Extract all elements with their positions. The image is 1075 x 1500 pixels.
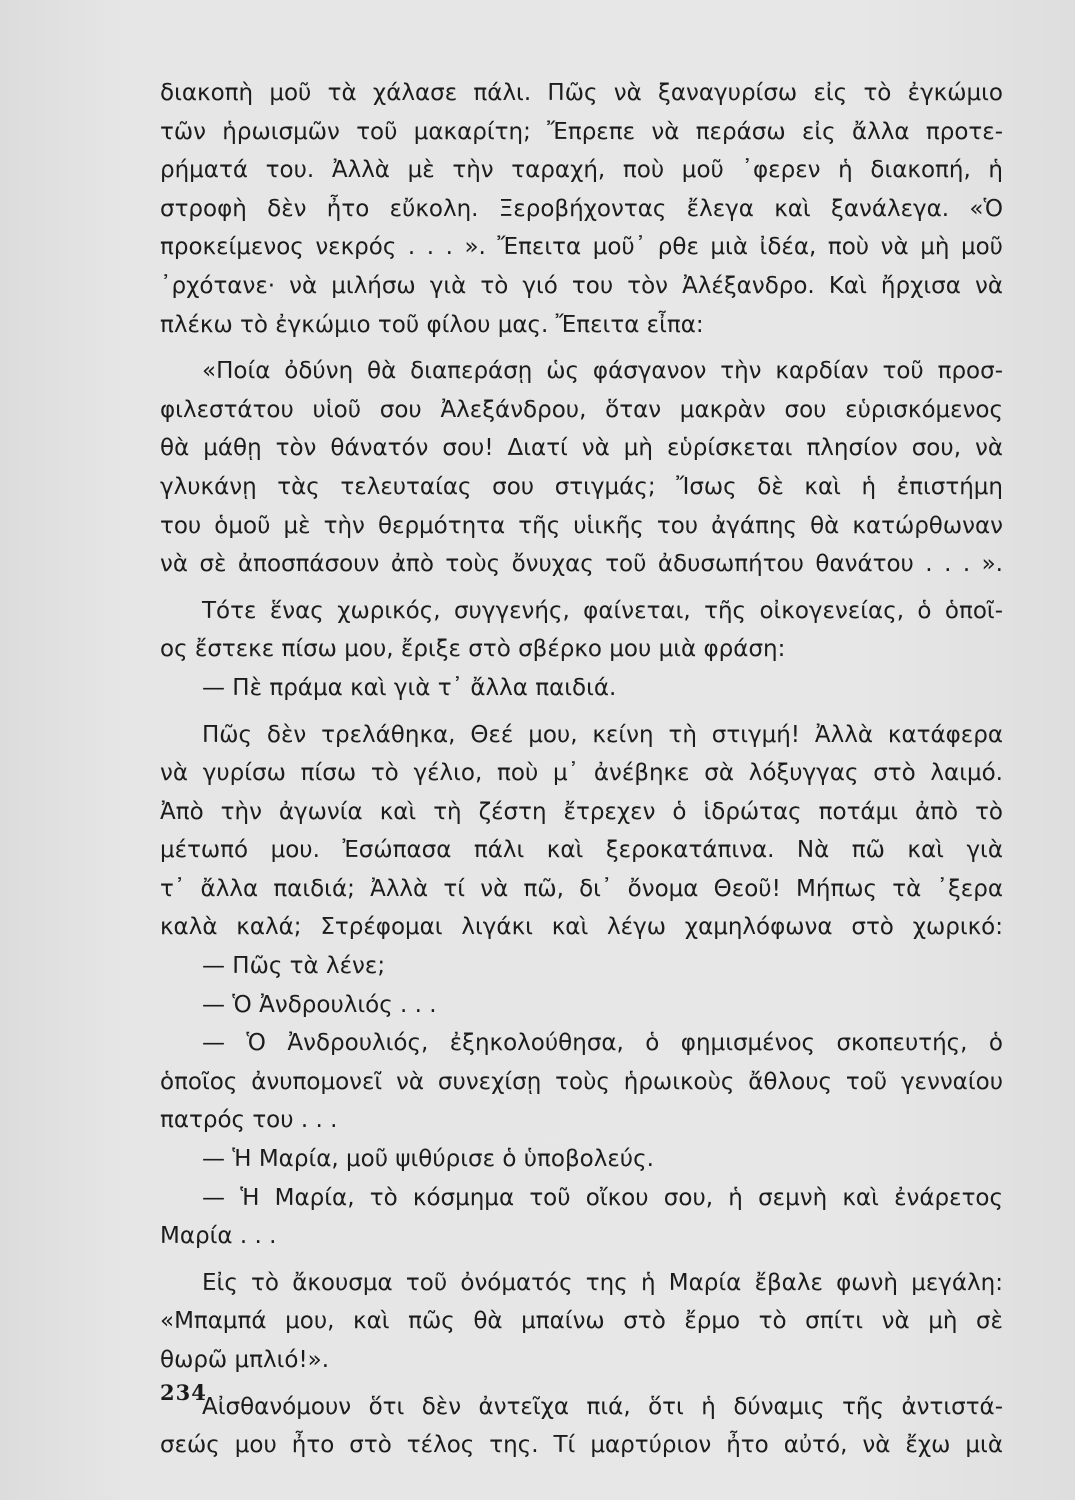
text-line: στροφὴ δὲν ἦτο εὔκολη. Ξεροβήχοντας ἔλεγα καὶ ξανάλεγα. «Ὁ — [160, 195, 1003, 222]
text-line: — Ἡ Μαρία, τὸ κόσμημα τοῦ οἴκου σου, ἡ σεμνὴ καὶ ἐνάρετος — [202, 1184, 1003, 1211]
text-line: πατρός του . . . — [160, 1107, 338, 1134]
text-line: Αἰσθανόμουν ὅτι δὲν ἀντεῖχα πιά, ὅτι ἡ δύναμις τῆς ἀντιστά- — [202, 1393, 1003, 1420]
text-line: Τότε ἕνας χωρικός, συγγενής, φαίνεται, τῆς οἰκογενείας, ὁ ὁποῖ- — [202, 597, 1003, 624]
text-line: — Ὁ Ἀνδρουλιός . . . — [202, 991, 437, 1018]
text-line: Μαρία . . . — [160, 1223, 277, 1250]
text-line: γλυκάνῃ τὰς τελευταίας σου στιγμάς; Ἴσως δὲ καὶ ἡ ἐπιστήμη — [160, 473, 1003, 500]
text-line: — Πῶς τὰ λένε; — [202, 953, 386, 980]
text-line: διακοπὴ μοῦ τὰ χάλασε πάλι. Πῶς νὰ ξαναγυρίσω εἰς τὸ ἐγκώμιο — [160, 80, 1003, 106]
text-line: ὁποῖος ἀνυπομονεῖ νὰ συνεχίσῃ τοὺς ἡρωικοὺς ἄθλους τοῦ γενναίου — [160, 1068, 1003, 1095]
text-line: — Πὲ πράμα καὶ γιὰ τ᾿ ἄλλα παιδιά. — [202, 674, 617, 701]
text-line: «Μπαμπά μου, καὶ πῶς θὰ μπαίνω στὸ ἔρμο τὸ σπίτι νὰ μὴ σὲ — [160, 1308, 1003, 1335]
text-line: — Ἡ Μαρία, μοῦ ψιθύρισε ὁ ὑποβολεύς. — [202, 1146, 654, 1173]
text-line: θωρῶ μπλιό!». — [160, 1347, 330, 1373]
text-line: ᾿ρχότανε· νὰ μιλήσω γιὰ τὸ γιό του τὸν Ἀλέξανδρο. Καὶ ἤρχισα νὰ — [160, 272, 1003, 299]
text-line: νὰ σὲ ἀποσπάσουν ἀπὸ τοὺς ὄνυχας τοῦ ἀδυσωπήτου θανάτου . . . ». — [160, 551, 1003, 578]
text-line: ος ἔστεκε πίσω μου, ἔριξε στὸ σβέρκο μου μιὰ φράση: — [160, 636, 786, 663]
text-line: «Ποία ὀδύνη θὰ διαπεράσῃ ὡς φάσγανον τὴν καρδίαν τοῦ προσ- — [202, 358, 1003, 385]
page-number: 234 — [160, 1380, 207, 1405]
text-line: μέτωπό μου. Ἐσώπασα πάλι καὶ ξεροκατάπινα. Νὰ πῶ καὶ γιὰ — [160, 837, 1003, 864]
text-line: θὰ μάθῃ τὸν θάνατόν σου! Διατί νὰ μὴ εὑρίσκεται πλησίον σου, νὰ — [160, 435, 1003, 462]
text-line: του ὁμοῦ μὲ τὴν θερμότητα τῆς υἱικῆς του ἀγάπης θὰ κατώρθωναν — [160, 512, 1003, 539]
text-line: σεώς μου ἦτο στὸ τέλος της. Τί μαρτύριον ἦτο αὐτό, νὰ ἔχω μιὰ — [160, 1432, 1003, 1459]
text-line: τ᾿ ἄλλα παιδιά; Ἀλλὰ τί νὰ πῶ, δι᾿ ὄνομα Θεοῦ! Μήπως τὰ ᾿ξερα — [160, 875, 1003, 902]
text-line: καλὰ καλά; Στρέφομαι λιγάκι καὶ λέγω χαμηλόφωνα στὸ χωρικό: — [160, 914, 1003, 941]
text-line: Πῶς δὲν τρελάθηκα, Θεέ μου, κείνη τὴ στιγμή! Ἀλλὰ κατάφερα — [202, 721, 1003, 748]
text-line: Εἰς τὸ ἄκουσμα τοῦ ὀνόματός της ἡ Μαρία ἔβαλε φωνὴ μεγάλη: — [202, 1269, 1003, 1296]
body-text — [160, 74, 1003, 1465]
text-line: φιλεστάτου υἱοῦ σου Ἀλεξάνδρου, ὅταν μακρὰν σου εὑρισκόμενος — [160, 396, 1003, 423]
text-line: τῶν ἡρωισμῶν τοῦ μακαρίτη; Ἔπρεπε νὰ περάσω εἰς ἄλλα προτε- — [160, 118, 1003, 145]
text-line: προκείμενος νεκρός . . . ». Ἔπειτα μοῦ᾿ ρθε μιὰ ἰδέα, ποὺ νὰ μὴ μοῦ — [160, 234, 1003, 261]
text-line: πλέκω τὸ ἐγκώμιο τοῦ φίλου μας. Ἔπειτα εἶπα: — [160, 311, 704, 338]
text-line: — Ὁ Ἀνδρουλιός, ἐξηκολούθησα, ὁ φημισμένος σκοπευτής, ὁ — [202, 1030, 1003, 1057]
text-line: ρήματά του. Ἀλλὰ μὲ τὴν ταραχή, ποὺ μοῦ ᾿φερεν ἡ διακοπή, ἡ — [160, 157, 1003, 184]
text-line: νὰ γυρίσω πίσω τὸ γέλιο, ποὺ μ᾿ ἀνέβηκε σὰ λόξυγγας στὸ λαιμό. — [160, 760, 1003, 787]
text-line: Ἀπὸ τὴν ἀγωνία καὶ τὴ ζέστη ἔτρεχεν ὁ ἱδρώτας ποτάμι ἀπὸ τὸ — [160, 798, 1003, 825]
